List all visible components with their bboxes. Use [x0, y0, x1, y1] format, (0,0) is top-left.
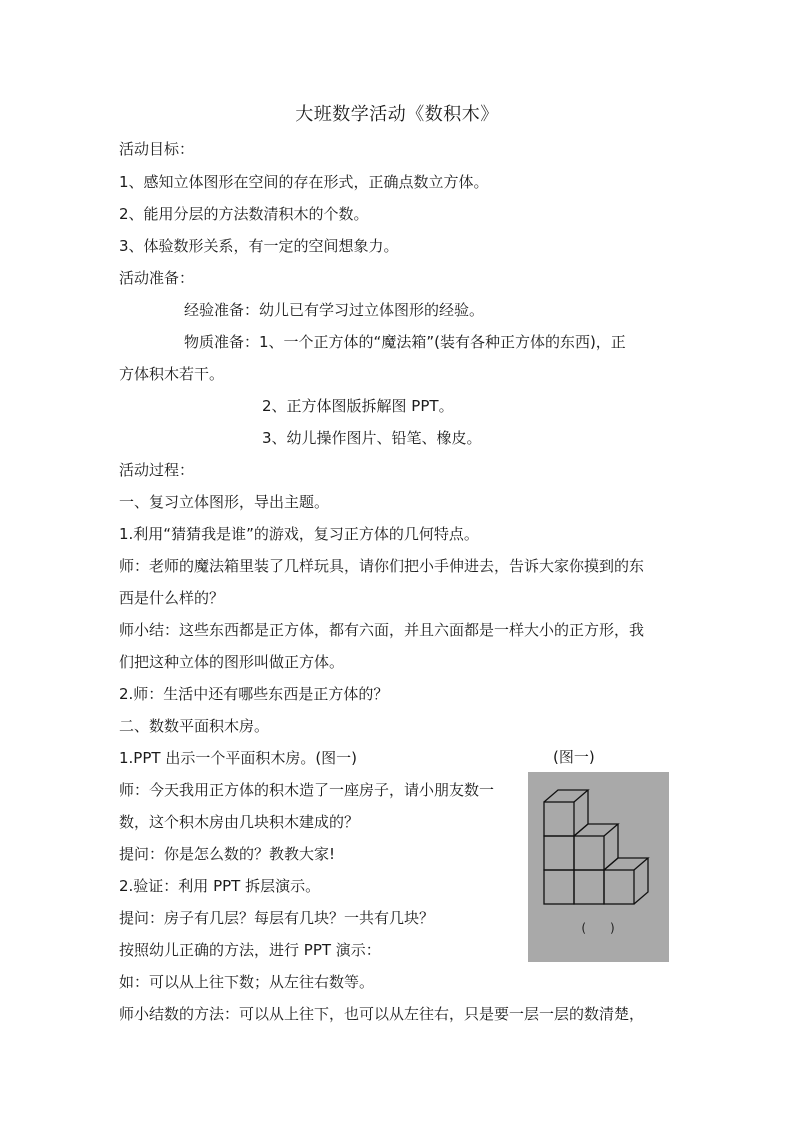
preparation-item-continued: 方体积木若干。 [119, 365, 225, 383]
process-item: 1.利用“猜猜我是谁”的游戏，复习正方体的几何特点。 [119, 525, 479, 543]
process-step-heading: 一、复习立体图形，导出主题。 [119, 493, 330, 511]
section-heading-goals: 活动目标： [119, 140, 195, 158]
goal-item: 3、体验数形关系，有一定的空间想象力。 [119, 237, 399, 255]
process-item: 如：可以从上往下数；从左往右数等。 [119, 973, 375, 991]
process-item: 1.PPT 出示一个平面积木房。(图一) [119, 749, 358, 767]
process-item-continued: 西是什么样的？ [119, 589, 225, 607]
preparation-item: 3、幼儿操作图片、铅笔、橡皮。 [262, 429, 482, 447]
process-item-continued: 们把这种立体的图形叫做正方体。 [119, 653, 345, 671]
section-heading-preparation: 活动准备： [119, 269, 195, 287]
section-heading-process: 活动过程： [119, 461, 195, 479]
cube-stack-drawing [528, 772, 669, 962]
process-item: 按照幼儿正确的方法，进行 PPT 演示： [119, 941, 381, 959]
process-item: 师：今天我用正方体的积木造了一座房子，请小朋友数一 [119, 781, 495, 799]
figure-caption: (图一) [553, 748, 595, 766]
preparation-item: 物质准备：1、一个正方体的“魔法箱”(装有各种正方体的东西)，正 [184, 333, 626, 351]
process-item: 2.师：生活中还有哪些东西是正方体的？ [119, 685, 389, 703]
page-title: 大班数学活动《数积木》 [295, 104, 499, 125]
goal-item: 2、能用分层的方法数清积木的个数。 [119, 205, 369, 223]
cube-stack-figure [528, 772, 669, 962]
process-item: 提问：你是怎么数的？教教大家! [119, 845, 336, 863]
process-item: 师：老师的魔法箱里装了几样玩具，请你们把小手伸进去，告诉大家你摸到的东 [119, 557, 645, 575]
preparation-item: 经验准备：幼儿已有学习过立体图形的经验。 [184, 301, 485, 319]
process-step-heading: 二、数数平面积木房。 [119, 717, 270, 735]
process-item: 师小结：这些东西都是正方体，都有六面，并且六面都是一样大小的正方形，我 [119, 621, 645, 639]
figure-answer-mark: ( ) [581, 921, 615, 935]
process-item: 提问：房子有几层？每层有几块？一共有几块？ [119, 909, 435, 927]
process-item: 2.验证：利用 PPT 拆层演示。 [119, 877, 321, 895]
goal-item: 1、感知立体图形在空间的存在形式，正确点数立方体。 [119, 173, 489, 191]
process-item-continued: 数，这个积木房由几块积木建成的？ [119, 813, 360, 831]
preparation-item: 2、正方体图版拆解图 PPT。 [262, 397, 454, 415]
process-item: 师小结数的方法：可以从上往下，也可以从左往右，只是要一层一层的数清楚， [119, 1005, 645, 1023]
